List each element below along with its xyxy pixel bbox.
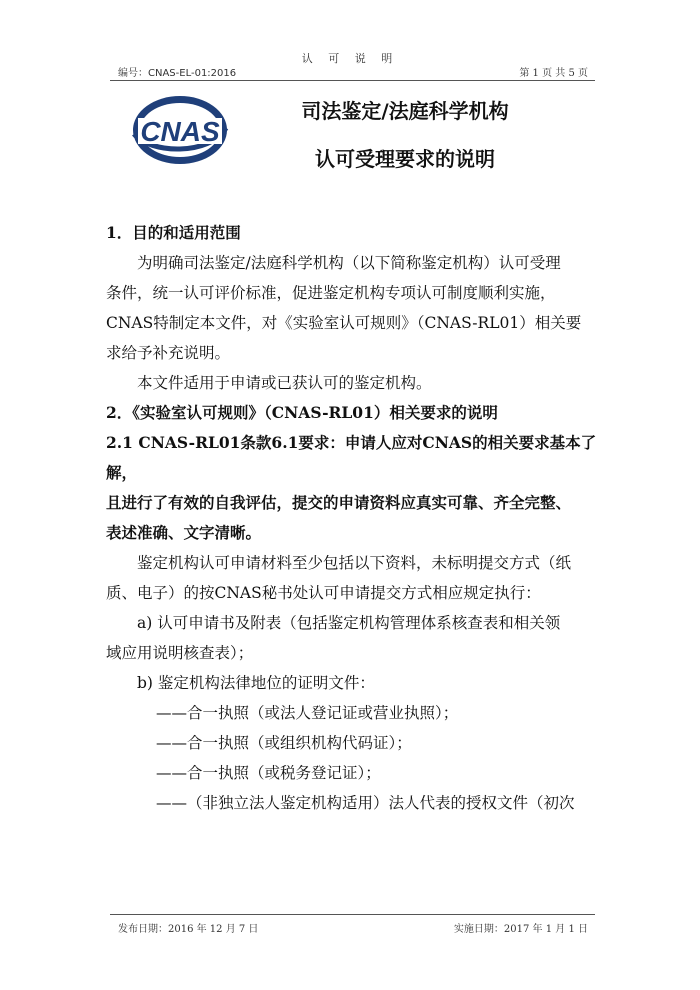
paragraph-line: CNAS特制定本文件，对《实验室认可规则》（CNAS-RL01）相关要	[106, 314, 582, 332]
paragraph-line: 求给予补充说明。	[106, 344, 231, 362]
document-number: 编号：CNAS-EL-01:2016	[118, 68, 237, 79]
logo-text: CNAS	[140, 116, 220, 147]
clause-2-1-line: 表述准确、文字清晰。	[106, 523, 262, 542]
paragraph-line: 本文件适用于申请或已获认可的鉴定机构。	[137, 374, 432, 392]
section-1-heading: 1．目的和适用范围	[106, 223, 241, 242]
clause-2-1-line: 且进行了有效的自我评估，提交的申请资料应真实可靠、齐全完整、	[106, 493, 572, 512]
footer-rule	[110, 914, 595, 915]
dash-item: ——合一执照（或税务登记证）；	[156, 764, 381, 782]
issue-date: 发布日期：2016 年 12 月 7 日	[118, 924, 259, 935]
paragraph-line: 条件，统一认可评价标准，促进鉴定机构专项认可制度顺利实施，	[106, 284, 556, 302]
document-title-line-1: 司法鉴定/法庭科学机构	[301, 99, 509, 123]
header-row	[118, 64, 588, 80]
document-body	[106, 218, 598, 818]
paragraph-line: 为明确司法鉴定/法庭科学机构（以下简称鉴定机构）认可受理	[137, 254, 561, 272]
header-rule	[110, 80, 595, 81]
list-item-b: b) 鉴定机构法律地位的证明文件：	[137, 674, 375, 692]
paragraph-line: 鉴定机构认可申请材料至少包括以下资料，未标明提交方式（纸	[137, 554, 572, 572]
list-item-a-line: a) 认可申请书及附表（包括鉴定机构管理体系核查表和相关领	[137, 614, 561, 632]
list-item-a-line: 域应用说明核查表）；	[106, 644, 254, 662]
effective-date: 实施日期：2017 年 1 月 1 日	[453, 924, 588, 935]
section-2-heading: 2．《实验室认可规则》（CNAS-RL01）相关要求的说明	[106, 403, 498, 422]
page-info: 第 1 页 共 5 页	[519, 68, 588, 79]
clause-2-1-line: 2.1 CNAS-RL01条款6.1要求：申请人应对CNAS的相关要求基本了解，	[106, 433, 597, 482]
dash-item: ——（非独立法人鉴定机构适用）法人代表的授权文件（初次	[156, 794, 575, 812]
document-title-line-2: 认可受理要求的说明	[315, 147, 495, 171]
dash-item: ——合一执照（或法人登记证或营业执照）；	[156, 704, 459, 722]
paragraph-line: 质、电子）的按CNAS秘书处认可申请提交方式相应规定执行：	[106, 584, 541, 602]
header-title: 认 可 说 明	[301, 52, 399, 65]
dash-item: ——合一执照（或组织机构代码证）；	[156, 734, 412, 752]
